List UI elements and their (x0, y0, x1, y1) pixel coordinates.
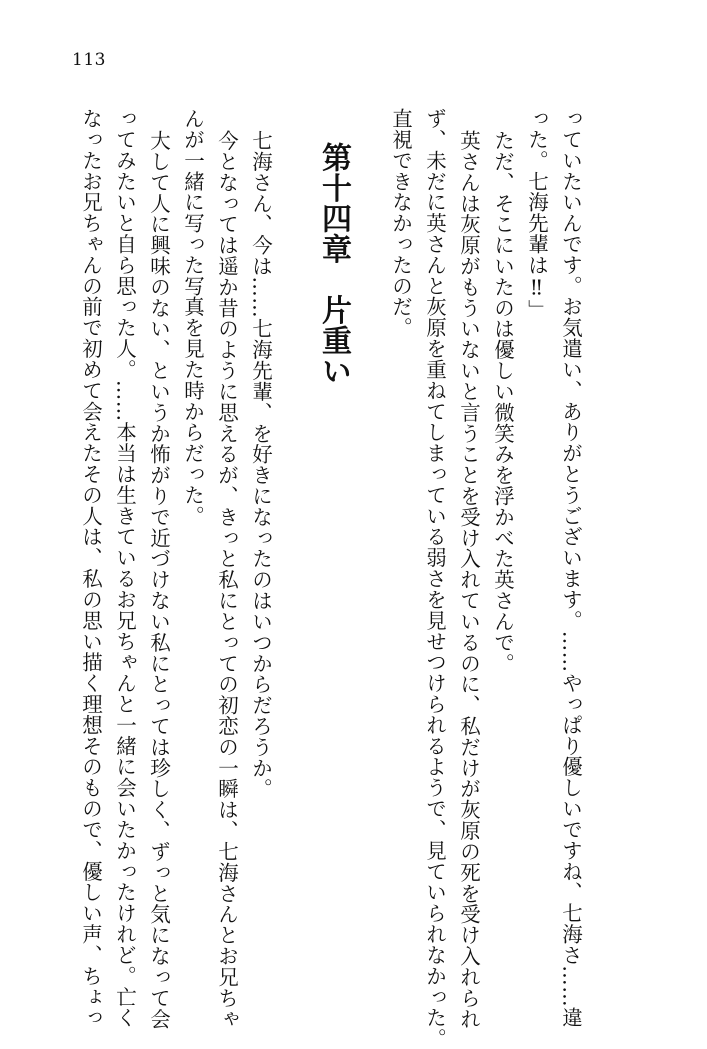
text-column: 七海さん、今は……七海先輩、を好きになったのはいつからだろうか。 (248, 130, 273, 800)
text-column: 英さんは灰原がもういないと言うことを受け入れているのに、私だけが灰原の死を受け入れられ (456, 130, 481, 1030)
text-column: っていたいんです。お気遣い、ありがとうございます。……やっぱり優しいですね、七海さ……違 (558, 108, 583, 1029)
text-column: ってみたいと自ら思った人。……本当は生きているお兄ちゃんと一緒に会いたかったけれど。亡く (112, 108, 137, 1029)
chapter-number: 第十四章 (316, 142, 351, 265)
text-column: 大して人に興味のない、というか怖がりで近づけない私にとっては珍しく、ずっと気になって会 (146, 130, 171, 1030)
text-column: んが一緒に写った写真を見た時からだった。 (180, 108, 205, 527)
text-column: った。七海先輩は‼」 (524, 108, 549, 321)
text-column: ただ、そこにいたのは優しい微笑みを浮かべた英さんで。 (490, 130, 515, 674)
chapter-title: 片重い (316, 294, 351, 387)
chapter-heading (316, 142, 351, 387)
text-column: 今となっては遥か昔のように思えるが、きっと私にとっての初恋の一瞬は、七海さんとお兄ちゃ (214, 130, 239, 1030)
text-column: ず、未だに英さんと灰原を重ねてしまっている弱さを見せつけられるようで、見ていられなかった。 (422, 108, 447, 1049)
text-column: なったお兄ちゃんの前で初めて会えたその人は、私の思い描く理想そのもので、優しい声、ちょっ (78, 108, 103, 1029)
page-number: 113 (72, 50, 106, 70)
text-column: 直視できなかったのだ。 (388, 108, 413, 339)
